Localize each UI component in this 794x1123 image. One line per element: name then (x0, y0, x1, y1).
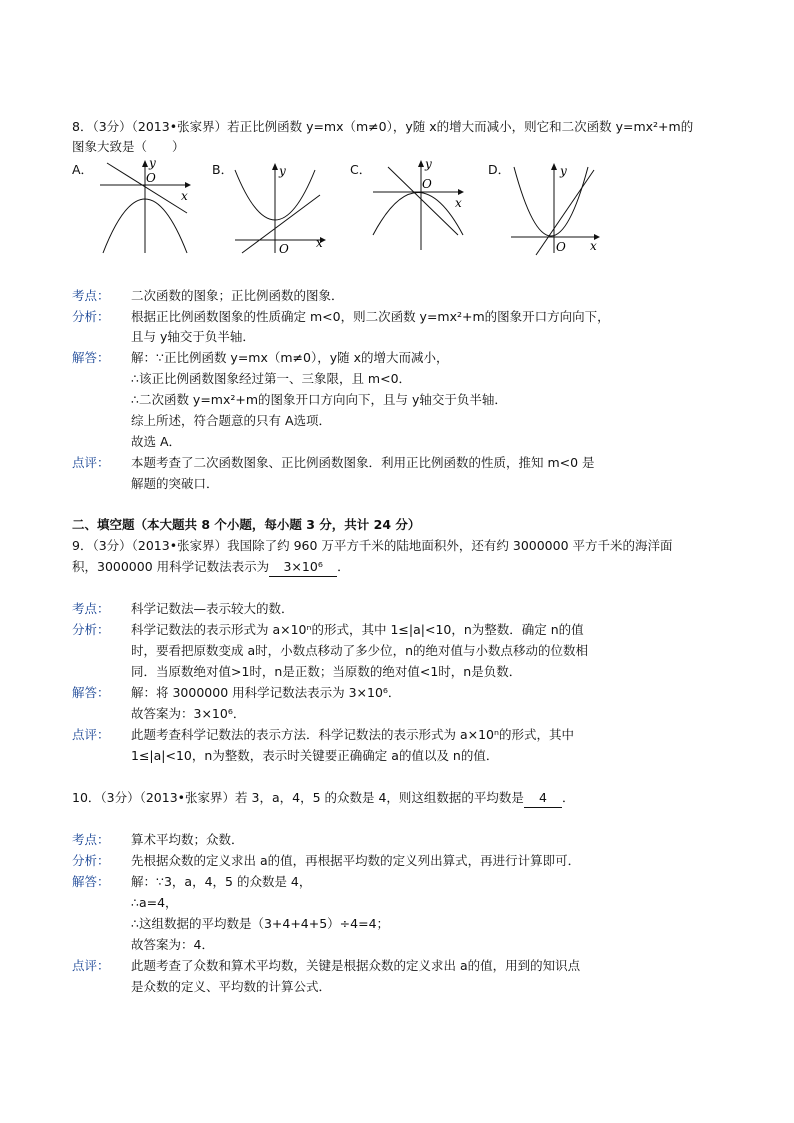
q8-jieda-line3: ∴二次函数 y=mx²+m的图象开口方向向下，且与 y轴交于负半轴． (131, 392, 507, 407)
origin-label: O (279, 242, 289, 256)
option-b-graph (230, 155, 340, 260)
option-d-label: D． (488, 162, 511, 177)
option-c-label: C． (350, 162, 372, 177)
kaodian-label: 考点： (72, 601, 110, 616)
x-axis-label: x (181, 189, 188, 203)
kaodian-label: 考点： (72, 832, 110, 847)
q8-dianping-line1: 本题考查了二次函数图象、正比例函数图象．利用正比例函数的性质，推知 m<0 是 (131, 455, 595, 470)
q10-answer-blank: 4 (524, 789, 562, 808)
kaodian-label: 考点： (72, 288, 110, 303)
q8-stem-line2: 图象大致是（ ） (72, 139, 185, 154)
q10-jieda-line2: ∴a=4， (131, 895, 178, 910)
jieda-label: 解答： (72, 350, 110, 365)
x-axis-arrow (185, 182, 191, 188)
option-d-graph (506, 155, 616, 260)
q9-fenxi-line3: 同．当原数绝对值>1时，n是正数；当原数的绝对值<1时，n是负数． (131, 664, 522, 679)
q8-jieda-line5: 故选 A． (131, 434, 182, 449)
fenxi-label: 分析： (72, 309, 110, 324)
option-a-label: A． (72, 162, 94, 177)
y-axis-label: y (279, 164, 286, 178)
jieda-label: 解答： (72, 685, 110, 700)
q9-stem-end: ． (337, 559, 350, 574)
q9-stem-line2 (72, 558, 350, 577)
q9-stem-text: 积，3000000 用科学记数法表示为 (72, 559, 270, 574)
y-axis-arrow (272, 163, 278, 170)
origin-label: O (422, 177, 432, 191)
q9-jieda-line1: 解：将 3000000 用科学记数法表示为 3×10⁶． (131, 685, 401, 700)
origin-label: O (556, 240, 566, 254)
q9-jieda-line2: 故答案为：3×10⁶． (131, 706, 246, 721)
q9-kaodian: 科学记数法—表示较大的数． (131, 601, 294, 616)
dianping-label: 点评： (72, 958, 110, 973)
q9-stem-line1: 9．（3分）（2013•张家界）我国除了约 960 万平方千米的陆地面积外，还有约 3000000 平方千米的海洋面 (72, 538, 673, 553)
section-2-heading: 二、填空题（本大题共 8 个小题，每小题 3 分，共计 24 分） (72, 517, 421, 532)
x-axis-label: x (455, 196, 462, 210)
fenxi-label: 分析： (72, 853, 110, 868)
q8-fenxi-line1: 根据正比例函数图象的性质确定 m<0，则二次函数 y=mx²+m的图象开口方向向下， (131, 309, 610, 324)
q9-dianping-line2: 1≤|a|<10，n为整数，表示时关键要正确确定 a的值以及 n的值． (131, 748, 499, 763)
q10-fenxi-line1: 先根据众数的定义求出 a的值，再根据平均数的定义列出算式，再进行计算即可． (131, 853, 581, 868)
q9-dianping-line1: 此题考查科学记数法的表示方法．科学记数法的表示形式为 a×10ⁿ的形式，其中 (131, 727, 574, 742)
dianping-label: 点评： (72, 455, 110, 470)
q8-stem-line1: 8．（3分）（2013•张家界）若正比例函数 y=mx（m≠0），y随 x的增大而减小，则它和二次函数 y=mx²+m的 (72, 119, 694, 134)
option-c-graph (368, 155, 478, 260)
y-axis-arrow (418, 160, 424, 167)
q10-jieda-line3: ∴这组数据的平均数是（3+4+4+5）÷4=4； (131, 916, 390, 931)
q8-fenxi-line2: 且与 y轴交于负半轴． (131, 329, 255, 344)
y-axis-label: y (425, 157, 432, 171)
q10-dianping-line2: 是众数的定义、平均数的计算公式． (131, 979, 332, 994)
q10-kaodian: 算术平均数；众数． (131, 832, 244, 847)
parabola (373, 193, 463, 236)
q10-stem-text: 10．（3分）（2013•张家界）若 3，a，4，5 的众数是 4，则这组数据的平均数是 (72, 790, 524, 805)
q8-jieda-line1: 解：∵正比例函数 y=mx（m≠0），y随 x的增大而减小， (131, 350, 449, 365)
q8-jieda-line4: 综上所述，符合题意的只有 A选项． (131, 413, 332, 428)
q8-jieda-line2: ∴该正比例函数图象经过第一、三象限，且 m<0． (131, 371, 412, 386)
x-axis-label: x (590, 239, 597, 253)
jieda-label: 解答： (72, 874, 110, 889)
q10-jieda-line1: 解：∵3，a，4，5 的众数是 4， (131, 874, 312, 889)
option-b-label: B． (212, 162, 234, 177)
y-axis-arrow (551, 163, 557, 170)
q10-dianping-line1: 此题考查了众数和算术平均数，关键是根据众数的定义求出 a的值，用到的知识点 (131, 958, 581, 973)
fenxi-label: 分析： (72, 622, 110, 637)
q10-stem-end: ． (561, 790, 575, 805)
dianping-label: 点评： (72, 727, 110, 742)
q8-dianping-line2: 解题的突破口． (131, 476, 219, 491)
y-axis-arrow (142, 160, 148, 167)
q9-fenxi-line2: 时，要看把原数变成 a时，小数点移动了多少位，n的绝对值与小数点移动的位数相 (131, 643, 589, 658)
q9-answer-blank: 3×10⁶ (269, 558, 337, 577)
parabola (514, 167, 588, 236)
q10-jieda-line4: 故答案为：4． (131, 937, 214, 952)
option-a-graph (95, 155, 200, 260)
x-axis-label: x (316, 236, 323, 250)
y-axis-label: y (560, 164, 567, 178)
q9-fenxi-line1: 科学记数法的表示形式为 a×10ⁿ的形式，其中 1≤|a|<10，n为整数．确定 n的值 (131, 622, 584, 637)
y-axis-label: y (149, 156, 156, 170)
q10-stem (72, 789, 574, 808)
q8-kaodian: 二次函数的图象；正比例函数的图象． (131, 288, 344, 303)
x-axis-arrow (458, 189, 464, 195)
origin-label: O (146, 171, 156, 185)
